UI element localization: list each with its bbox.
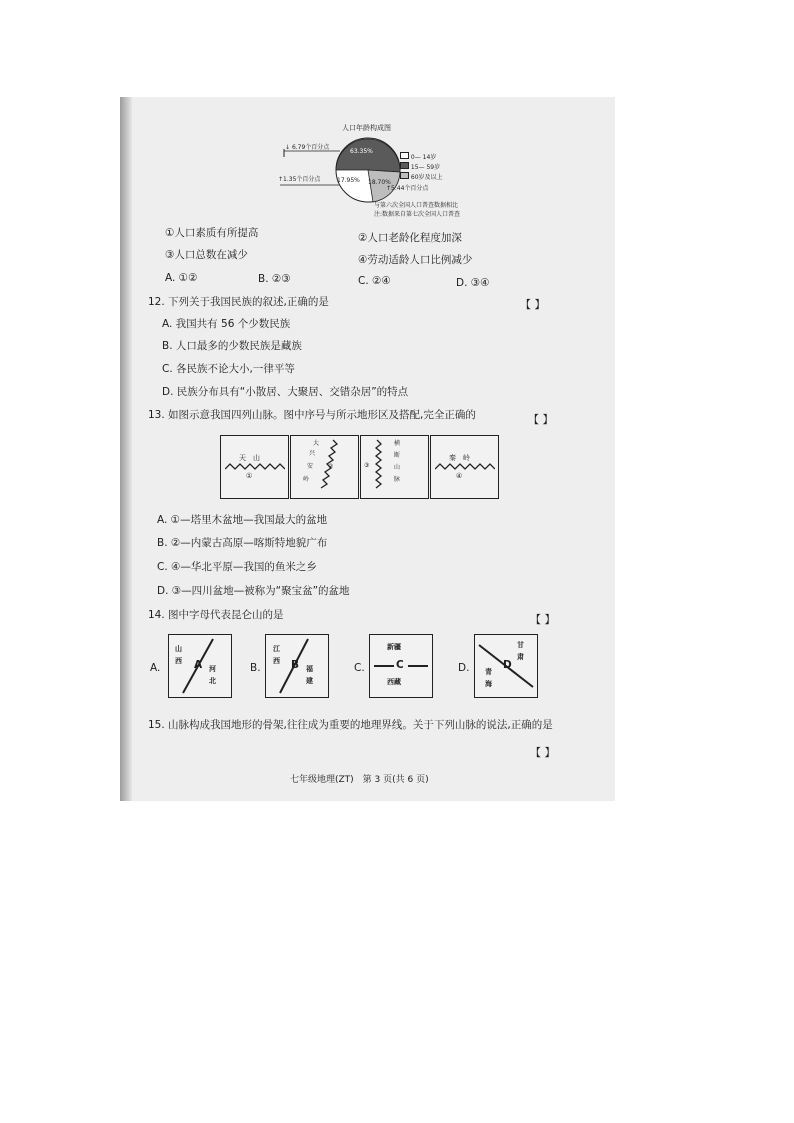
annotation-1 [285,144,329,151]
q11-option-a: A. ①② [165,272,198,284]
q14-option-d-label: D. [458,662,470,674]
q13-option-c: C. ④—华北平原—我国的鱼米之乡 [157,561,317,573]
q13-option-b: B. ②—内蒙古高原—喀斯特地貌广布 [157,537,328,549]
mountain-name-char: 岭 [303,476,310,483]
q15-answer-bracket: 【 】 [530,746,556,759]
mountain-number-2: ② [328,463,334,470]
province-char: 建 [306,677,313,685]
mountain-letter: C [396,659,404,671]
q11-item-3: ③人口总数在减少 [165,249,248,261]
mountain-name-char: 山 [394,464,401,471]
pie-title: 人口年龄构成图 [342,124,391,132]
province-char: 北 [209,677,216,685]
q15-stem: 15. 山脉构成我国地形的骨架,往往成为重要的地理界线。关于下列山脉的说法,正确的是 [148,719,553,731]
q12-stem: 12. 下列关于我国民族的叙述,正确的是 [148,296,329,308]
annotation-1-text: 6.79个百分点 [291,144,330,151]
province-label: 西藏 [387,678,401,686]
legend-label: 60岁及以上 [410,174,443,181]
q11-item-4: ④劳动适龄人口比例减少 [358,254,473,266]
page-shadow [120,97,132,801]
annotation-2 [278,176,320,183]
mountain-box-4 [430,435,499,499]
mountain-name-char: 安 [307,463,314,470]
mountain-letter: B [291,659,300,671]
mountain-name-char: 脉 [394,476,401,483]
legend-label: 15— 59岁 [410,164,441,171]
q12-option-d: D. 民族分布具有“小散居、大聚居、交错杂居”的特点 [162,386,409,398]
up-arrow-icon: ↑ [278,176,284,183]
province-char: 山 [175,645,182,653]
mountain-range-icon [225,463,285,471]
q14-option-c-map [369,634,433,698]
mountain-letter: A [194,659,203,671]
pie-label-young: 17.95% [337,177,360,184]
mountain-number-3: ③ [364,462,370,469]
down-arrow-icon: ↓ [285,144,292,151]
q12-option-a: A. 我国共有 56 个少数民族 [162,318,291,330]
mountain-box-3 [360,435,429,499]
legend-label: 0— 14岁 [410,154,437,161]
q13-stem: 13. 如图示意我国四列山脉。图中序号与所示地形区及搭配,完全正确的 [148,409,476,421]
mountain-number-4: ④ [456,472,463,480]
mountain-name-char: 兴 [309,450,316,457]
province-char: 青 [485,668,492,676]
mountain-number-1: ① [246,472,253,480]
q14-option-b-map [265,634,329,698]
annotation-3 [386,185,428,192]
province-char: 河 [209,665,216,673]
q14-option-a-map [168,634,232,698]
legend-item-working [400,162,440,171]
q11-item-2: ②人口老龄化程度加深 [358,232,462,244]
legend-swatch [400,152,409,159]
exam-page-photo [120,97,615,801]
mountain-name-char: 大 [313,440,320,447]
province-char: 海 [485,680,492,688]
annotation-2-text: 1.35个百分点 [283,176,321,183]
pie-label-working: 63.35% [350,148,373,155]
q12-option-c: C. 各民族不论大小,一律平等 [162,363,295,375]
mountain-name-char: 断 [394,452,401,459]
q11-option-d: D. ③④ [456,277,490,289]
mountain-name-qinling: 秦 岭 [449,454,470,462]
q12-answer-bracket: 【 】 [520,298,546,311]
q14-option-b-label: B. [250,662,261,674]
pie-label-old: 18.70% [368,179,391,186]
q13-option-d: D. ③—四川盆地—被称为“聚宝盆”的盆地 [157,585,350,597]
province-char: 肃 [517,653,524,661]
q14-option-a-label: A. [150,662,161,674]
q14-option-c-label: C. [354,662,365,674]
mountain-range-icon [319,436,349,498]
province-char: 甘 [517,641,524,649]
page-footer: 七年级地理(ZT) 第 3 页(共 6 页) [290,775,429,785]
q14-option-d-map [474,634,538,698]
q13-answer-bracket: 【 】 [528,413,554,426]
pie-note-2: 注:数据来自第七次全国人口普查 [374,211,461,218]
legend-item-young [400,152,436,161]
legend-swatch [400,162,409,169]
mountain-box-2 [290,435,359,499]
province-label: 新疆 [387,643,401,651]
province-char: 福 [306,665,313,673]
province-char: 西 [175,657,182,665]
mountain-name-tianshan: 天 山 [239,454,260,462]
province-char: 西 [273,657,280,665]
mountain-box-1 [220,435,289,499]
annotation-3-text: 5.44个百分点 [391,185,429,192]
mountain-name-char: 横 [394,440,401,447]
mountain-range-icon [371,436,391,498]
legend-swatch [400,172,409,179]
mountain-letter: D [503,659,512,671]
province-char: 江 [273,645,280,653]
mountain-range-icon [435,463,495,471]
q11-option-b: B. ②③ [258,273,291,285]
q12-option-b: B. 人口最多的少数民族是藏族 [162,340,302,352]
q13-option-a: A. ①—塔里木盆地—我国最大的盆地 [157,514,328,526]
q11-item-1: ①人口素质有所提高 [165,227,259,239]
pie-note-1: 与第六次全国人口普查数据相比 [374,202,459,209]
q14-stem: 14. 图中字母代表昆仑山的是 [148,609,284,621]
q14-answer-bracket: 【 】 [530,613,556,626]
up-arrow-icon: ↑ [386,185,392,192]
legend-item-old [400,172,443,181]
q11-option-c: C. ②④ [358,275,391,287]
